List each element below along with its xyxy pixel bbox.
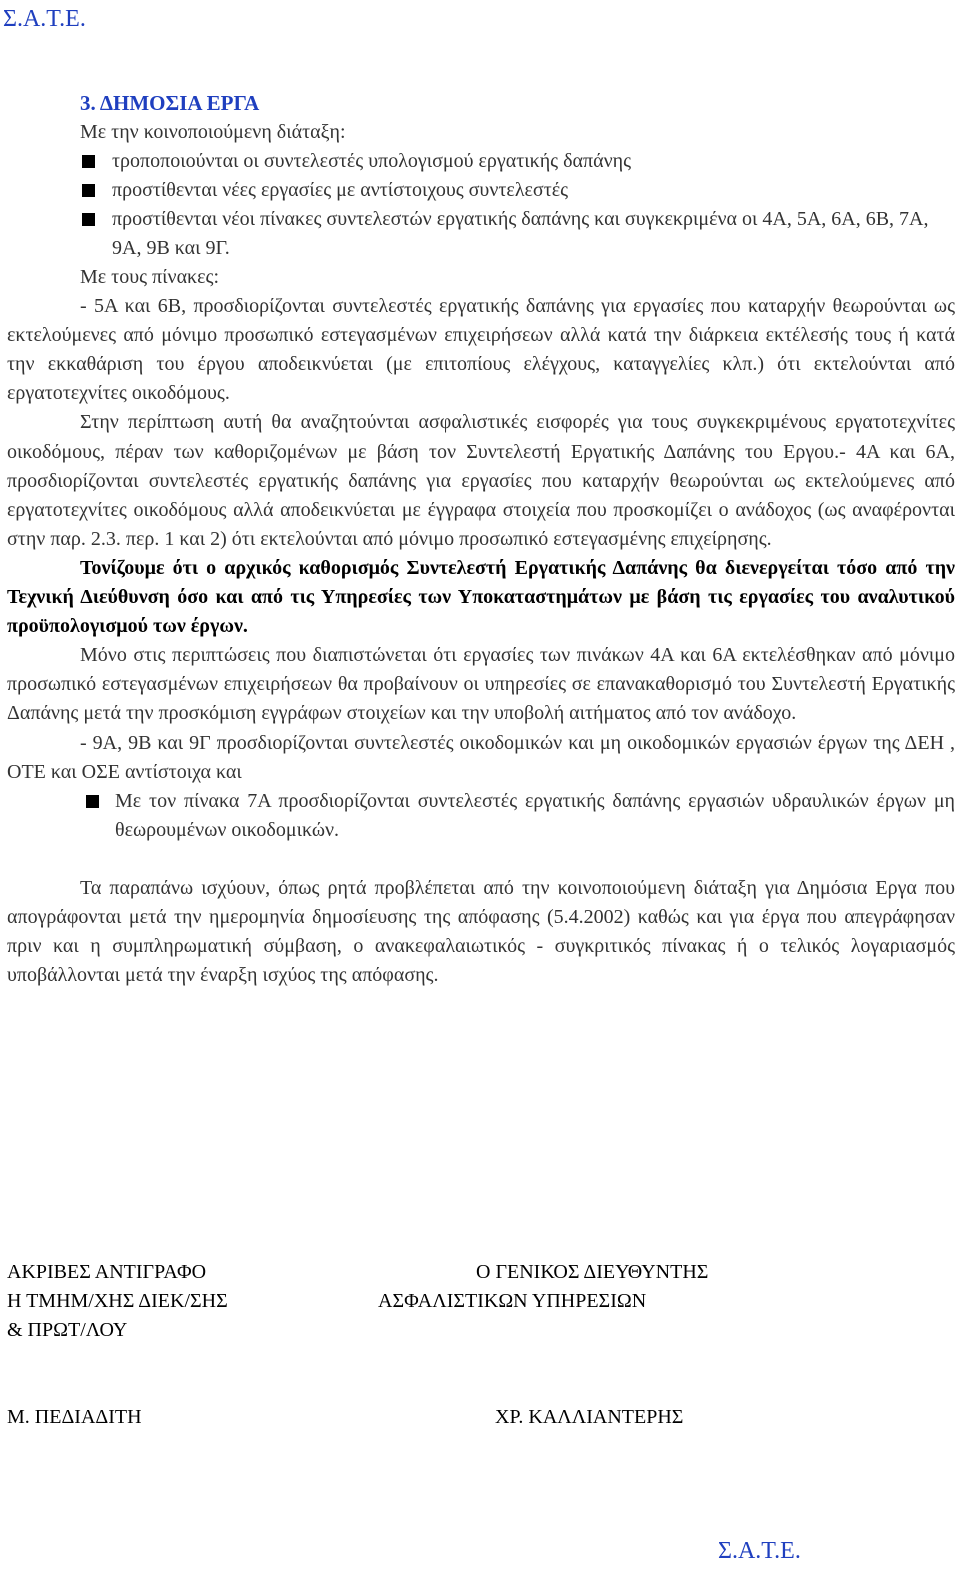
- list-item-text: τροποποιούνται οι συντελεστές υπολογισμού εργατικής δαπάνης: [112, 150, 632, 172]
- paragraph-final: Τα παραπάνω ισχύουν, όπως ρητά προβλέπεται από την κοινοποιούμενη διάταξη για Δημόσια Εργα που απογράφονται μετά την ημερομηνία δημοσίευσης της απόφασης (5.4.2002) καθώς και για έργα που απεγράφησαν πριν και η συμπληρωματική σύμβαση, ο ανακεφαλαιωτικός - συγκριτικός πίνακας ή ο τελικός λογαριασμός υποβάλλονται μετά την έναρξη ισχύος της απόφασης.: [7, 876, 955, 987]
- square-bullet-icon: [82, 155, 95, 168]
- paragraph-9: - 9Α, 9Β και 9Γ προσδιορίζονται συντελεστές οικοδομικών και μη οικοδομικών εργασιών έργων της ΔΕΗ , ΟΤΕ και ΟΣΕ αντίστοιχα και: [7, 731, 955, 783]
- square-bullet-icon: [86, 795, 99, 808]
- change-list: [80, 147, 957, 263]
- signature-left-line1: ΑΚΡΙΒΕΣ ΑΝΤΙΓΡΑΦΟ: [7, 1261, 207, 1283]
- section-intro: Με την κοινοποιούμενη διάταξη:: [80, 121, 346, 143]
- signature-right-line1: Ο ΓΕΝΙΚΟΣ ΔΙΕΥΘΥΝΤΗΣ: [476, 1261, 709, 1283]
- tables-intro: Με τους πίνακες:: [80, 266, 219, 288]
- square-bullet-icon: [82, 184, 95, 197]
- list-item-text: προστίθενται νέοι πίνακες συντελεστών εργατικής δαπάνης και συγκεκριμένα οι 4Α, 5Α, 6Α, 6Β, 7Α, 9Α, 9Β και 9Γ.: [112, 208, 929, 259]
- footer-mark: Σ.Α.Τ.Ε.: [718, 1538, 801, 1564]
- list-item: [80, 147, 957, 176]
- signature-right-line2: ΑΣΦΑΛΙΣΤΙΚΩΝ ΥΠΗΡΕΣΙΩΝ: [378, 1290, 647, 1312]
- section-title: 3. ΔΗΜΟΣΙΑ ΕΡΓΑ: [80, 91, 260, 115]
- square-bullet-icon: [82, 213, 95, 226]
- bullet-7a: [84, 787, 955, 845]
- list-item: [80, 205, 957, 263]
- list-item: [80, 176, 957, 205]
- signature-right-name: ΧΡ. ΚΑΛΛΙΑΝΤΕΡΗΣ: [495, 1406, 684, 1428]
- signature-left-name: Μ. ΠΕΔΙΑΔΙΤΗ: [7, 1406, 142, 1428]
- signature-left-line3: & ΠΡΩΤ/ΛΟΥ: [7, 1319, 128, 1341]
- header-mark: Σ.Α.Τ.Ε.: [3, 6, 86, 32]
- document-body: [7, 263, 955, 990]
- paragraph-emphasis: Τονίζουμε ότι ο αρχικός καθορισμός Συντελεστή Εργατικής Δαπάνης θα διενεργείται τόσο από την Τεχνική Διεύθυνση όσο και από τις Υπηρεσίες των Υποκαταστημάτων με βάση τις εργασίες του αναλυτικού προϋπολογισμού των έργων.: [7, 556, 955, 638]
- bullet-7a-text: Με τον πίνακα 7Α προσδιορίζονται συντελεστές εργατικής δαπάνης εργασιών υδραυλικών έργων μη θεωρουμένων οικοδομικών.: [115, 789, 955, 841]
- signature-left-line2: Η ΤΜΗΜ/ΧΗΣ ΔΙΕΚ/ΣΗΣ: [7, 1290, 228, 1312]
- list-item-text: προστίθενται νέες εργασίες με αντίστοιχους συντελεστές: [112, 179, 569, 201]
- paragraph-insurance: Στην περίπτωση αυτή θα αναζητούνται ασφαλιστικές εισφορές για τους συγκεκριμένους εργατοτεχνίτες οικοδόμους, πέραν των καθοριζομένων με βάση τον Συντελεστή Εργατικής Δαπάνης του Εργου.- 4Α και 6Α, προσδιορίζονται συντελεστές εργατικής δαπάνης για εργασίες που καταρχήν θεωρούνται ως εκτελούμενες από εργατοτεχνίτες οικοδόμους αλλά αποδεικνύεται με έγγραφα στοιχεία που προσκομίζει ο ανάδοχος (ως αναφέρονται στην παρ. 2.3. περ. 1 και 2) ότι εκτελούνται από μόνιμο προσωπικό εστεγασμένης επιχείρησης.: [7, 411, 955, 550]
- paragraph-5a-6b: - 5Α και 6Β, προσδιορίζονται συντελεστές εργατικής δαπάνης για εργασίες που καταρχήν θεωρούνται ως εκτελούμενες από μόνιμο προσωπικό εστεγασμένων επιχειρήσεων αλλά κατά την διάρκεια εκτέλεσής τους ή κατά την εκκαθάριση του έργου αποδεικνύεται (με επιτοπίους ελέγχους, καταγγελίες κλπ.) ότι εκτελούνται από εργατοτεχνίτες οικοδόμους.: [7, 295, 955, 405]
- paragraph-only-cases: Μόνο στις περιπτώσεις που διαπιστώνεται ότι εργασίες των πινάκων 4Α και 6Α εκτελέσθηκαν από μόνιμο προσωπικό εστεγασμένων επιχειρήσεων θα προβαίνουν οι υπηρεσίες σε επανακαθορισμό του Συντελεστή Εργατικής Δαπάνης μετά την προσκόμιση εγγράφων στοιχείων και την υποβολή αιτήματος από τον ανάδοχο.: [7, 644, 955, 725]
